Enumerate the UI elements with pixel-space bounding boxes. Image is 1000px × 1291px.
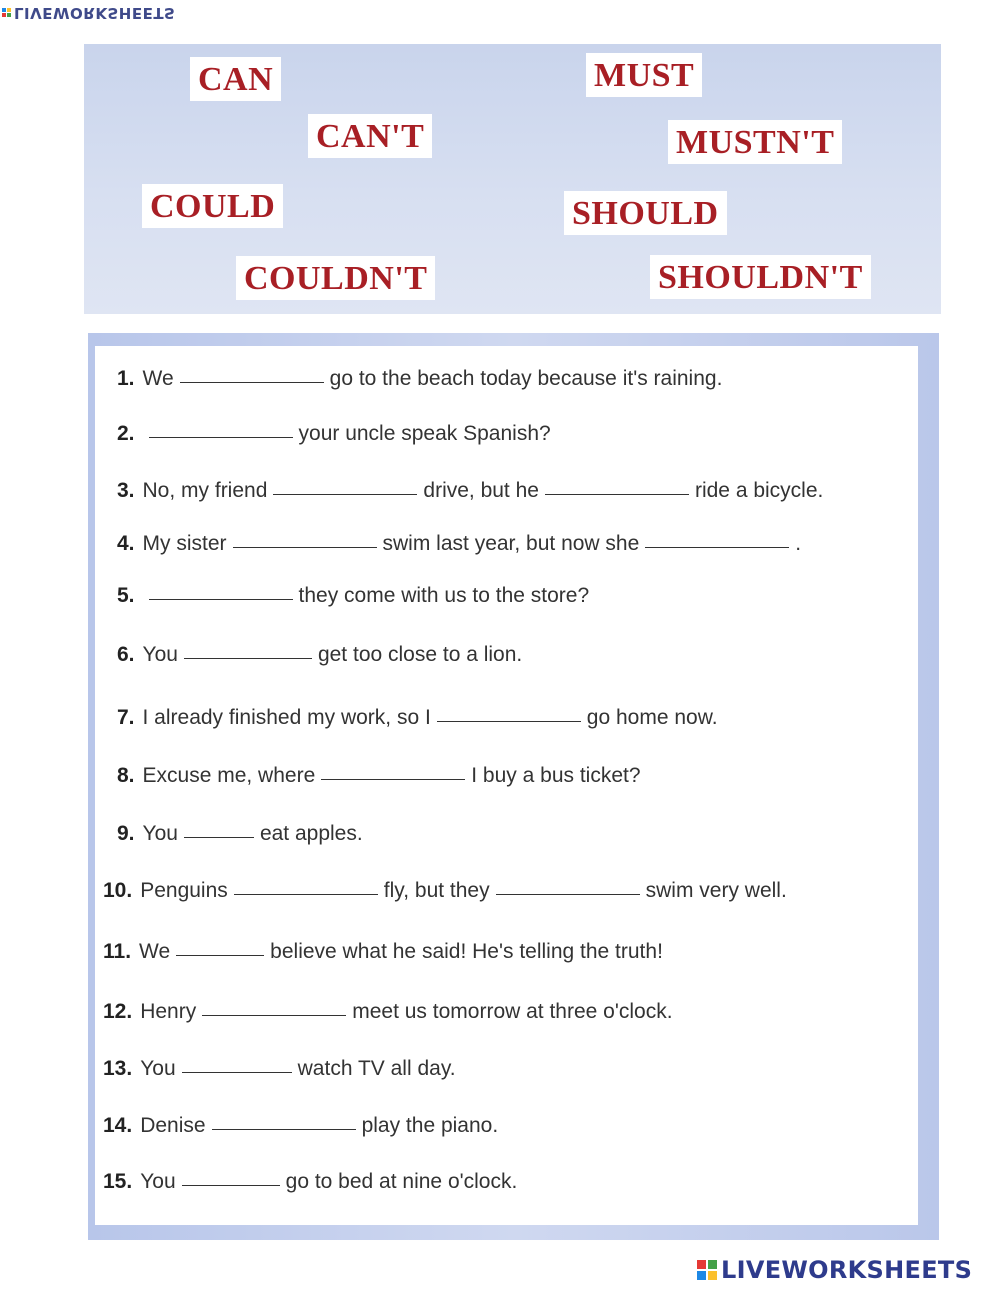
answer-blank[interactable] — [437, 721, 581, 722]
liveworksheets-logo-icon — [2, 9, 11, 18]
exercise-13: 13. You watch TV all day. — [103, 1057, 456, 1080]
exercise-14: 14. Denise play the piano. — [103, 1114, 499, 1137]
answer-blank[interactable] — [234, 894, 378, 895]
answer-blank[interactable] — [149, 437, 293, 438]
answer-blank[interactable] — [176, 955, 264, 956]
exercise-4: 4. My sister swim last year, but now she . — [117, 532, 802, 555]
exercise-1: 1. We go to the beach today because it's raining. — [117, 367, 723, 390]
word-couldnt: COULDN'T — [236, 256, 435, 300]
watermark-bottom-text: LIVEWORKSHEETS — [721, 1256, 973, 1284]
exercise-sheet — [95, 346, 918, 1225]
answer-blank[interactable] — [212, 1129, 356, 1130]
exercise-6: 6. You get too close to a lion. — [117, 643, 523, 666]
exercise-5: 5. they come with us to the store? — [117, 584, 590, 607]
answer-blank[interactable] — [273, 494, 417, 495]
watermark-bottom — [697, 1255, 972, 1285]
answer-blank[interactable] — [496, 894, 640, 895]
exercise-9: 9. You eat apples. — [117, 822, 363, 845]
answer-blank[interactable] — [202, 1015, 346, 1016]
word-cant: CAN'T — [308, 114, 432, 158]
answer-blank[interactable] — [233, 547, 377, 548]
exercise-12: 12. Henry meet us tomorrow at three o'clock. — [103, 1000, 673, 1023]
answer-blank[interactable] — [149, 599, 293, 600]
exercise-11: 11. We believe what he said! He's telling the truth! — [103, 940, 663, 963]
answer-blank[interactable] — [182, 1072, 292, 1073]
word-bank — [84, 44, 941, 314]
answer-blank[interactable] — [645, 547, 789, 548]
exercise-8: 8. Excuse me, where I buy a bus ticket? — [117, 764, 641, 787]
word-can: CAN — [190, 57, 281, 101]
word-must: MUST — [586, 53, 702, 97]
word-shouldnt: SHOULDN'T — [650, 255, 871, 299]
exercise-3: 3. No, my friend drive, but he ride a bicycle. — [117, 479, 824, 502]
answer-blank[interactable] — [321, 779, 465, 780]
answer-blank[interactable] — [184, 658, 312, 659]
exercise-2: 2. your uncle speak Spanish? — [117, 422, 551, 445]
answer-blank[interactable] — [182, 1185, 280, 1186]
word-should: SHOULD — [564, 191, 727, 235]
answer-blank[interactable] — [180, 382, 324, 383]
word-could: COULD — [142, 184, 283, 228]
word-mustnt: MUSTN'T — [668, 120, 842, 164]
answer-blank[interactable] — [184, 837, 254, 838]
watermark-top-text: LIVEWORKSHEETS — [14, 4, 176, 22]
answer-blank[interactable] — [545, 494, 689, 495]
liveworksheets-logo-icon — [697, 1260, 717, 1280]
exercise-15: 15. You go to bed at nine o'clock. — [103, 1170, 518, 1193]
exercise-7: 7. I already finished my work, so I go home now. — [117, 706, 718, 729]
exercise-panel — [88, 333, 939, 1240]
watermark-top — [2, 2, 175, 24]
exercise-10: 10. Penguins fly, but they swim very well. — [103, 879, 787, 902]
